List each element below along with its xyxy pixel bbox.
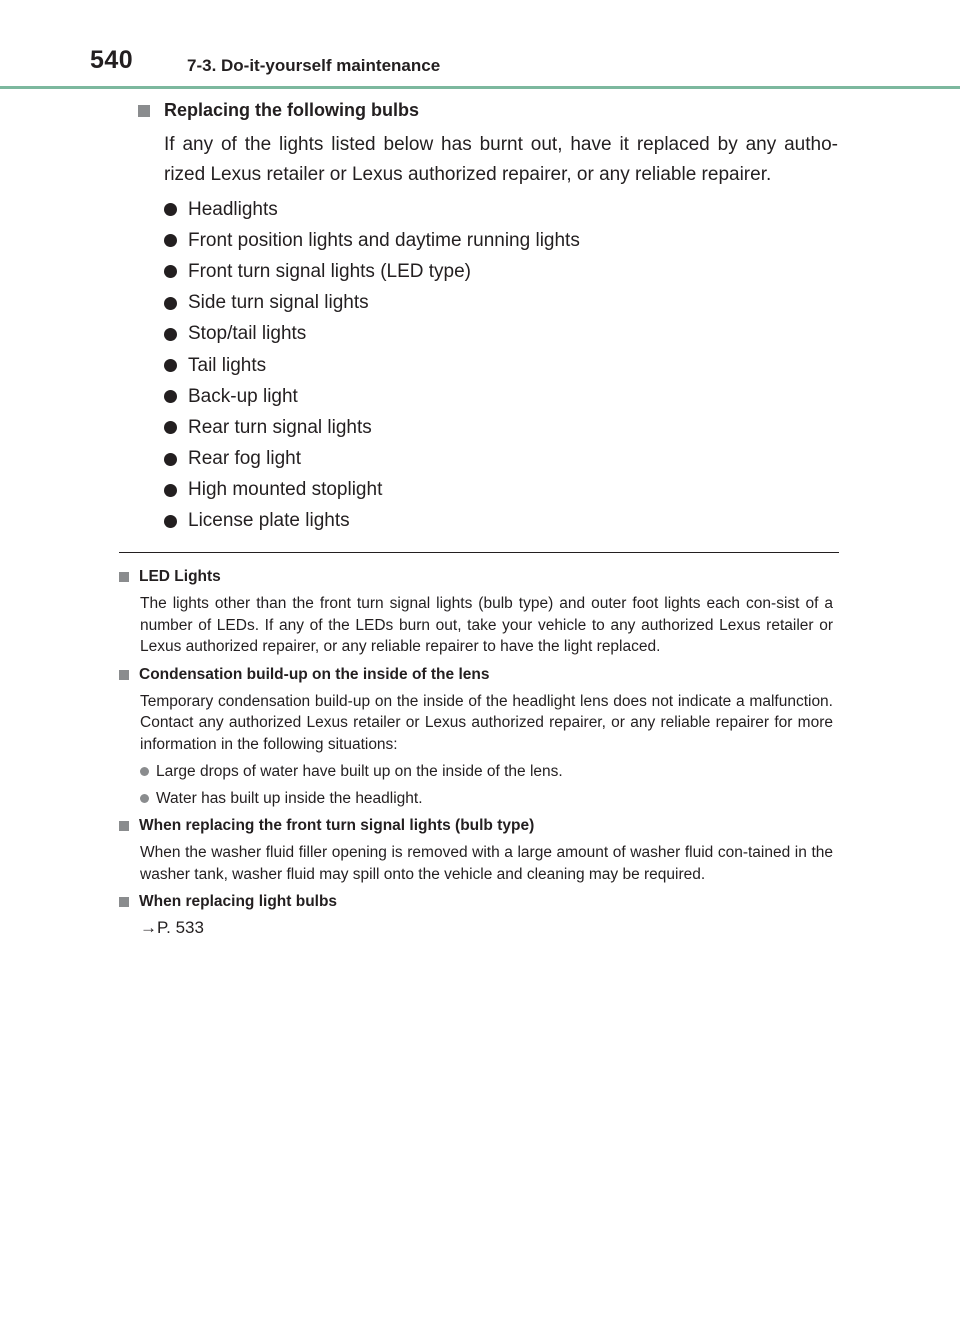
- list-item: [164, 194, 838, 225]
- round-bullet-icon: [164, 203, 177, 216]
- round-bullet-icon: [164, 453, 177, 466]
- note-bullet: [140, 761, 833, 782]
- note-led-lights: [119, 567, 833, 658]
- heading-text: Replacing the following bulbs: [164, 100, 419, 120]
- note-title: [119, 567, 833, 587]
- round-bullet-icon: [164, 390, 177, 403]
- page-header: [0, 0, 960, 92]
- list-item: [164, 475, 838, 506]
- section-divider: [119, 552, 839, 553]
- list-item: [164, 444, 838, 475]
- notes-section: [119, 567, 833, 945]
- list-item-text: Tail lights: [188, 354, 267, 376]
- note-front-turn-signal: [119, 816, 833, 885]
- note-title-text: Condensation build-up on the inside of the lens: [139, 665, 490, 683]
- list-item: [164, 256, 838, 287]
- note-title-text: When replacing the front turn signal lights (bulb type): [139, 817, 535, 834]
- list-item: [164, 288, 838, 319]
- round-bullet-icon: [164, 297, 177, 310]
- list-item-text: Rear fog light: [188, 448, 302, 470]
- section-heading: [138, 100, 838, 121]
- list-item-text: Front position lights and daytime running lights: [188, 229, 580, 251]
- list-item-text: Front turn signal lights (LED type): [188, 260, 472, 282]
- square-bullet-icon: [119, 897, 129, 907]
- list-item-text: Side turn signal lights: [188, 292, 369, 314]
- round-bullet-icon: [140, 767, 149, 776]
- page-reference-link[interactable]: →P. 533: [140, 918, 204, 937]
- list-item-text: Headlights: [188, 198, 278, 220]
- list-item: [164, 381, 838, 412]
- round-bullet-icon: [164, 515, 177, 528]
- note-bullet-text: Large drops of water have built up on the inside of the lens.: [156, 763, 563, 780]
- note-title-text: When replacing light bulbs: [139, 893, 338, 910]
- round-bullet-icon: [164, 421, 177, 434]
- note-title: [119, 892, 833, 912]
- note-title: [119, 816, 833, 836]
- square-bullet-icon: [119, 572, 129, 582]
- note-title: [119, 665, 833, 685]
- list-item: [164, 319, 838, 350]
- note-condensation: [119, 665, 833, 810]
- list-item: [164, 412, 838, 443]
- list-item: [164, 225, 838, 256]
- note-body: The lights other than the front turn signal lights (bulb type) and outer foot lights each con-sist of a number of LEDs. If any of the LEDs burn out, take your vehicle to any authorized Lexus retailer or Lexus authorized repairer, or any reliable repairer to have the light replaced.: [140, 595, 833, 655]
- note-bullet-text: Water has built up inside the headlight.: [156, 790, 423, 807]
- note-body: Temporary condensation build-up on the inside of the headlight lens does not indicate a malfunction. Contact any authorized Lexus retailer or Lexus authorized repairer, or any reliable repairer for more information in the following situations:: [140, 692, 833, 753]
- round-bullet-icon: [164, 328, 177, 341]
- round-bullet-icon: [164, 234, 177, 247]
- round-bullet-icon: [164, 359, 177, 372]
- list-item-text: High mounted stoplight: [188, 479, 383, 501]
- round-bullet-icon: [140, 794, 149, 803]
- round-bullet-icon: [164, 265, 177, 278]
- list-item: [164, 506, 838, 537]
- note-replacing-bulbs: [119, 892, 833, 938]
- square-bullet-icon: [138, 105, 150, 117]
- header-rule: [0, 86, 960, 89]
- square-bullet-icon: [119, 670, 129, 680]
- note-bullet: [140, 788, 833, 809]
- list-item-text: Back-up light: [188, 385, 298, 407]
- intro-paragraph: If any of the lights listed below has burnt out, have it replaced by any autho-rized Lexus retailer or Lexus authorized repairer, or any reliable repairer.: [164, 134, 838, 185]
- note-title-text: LED Lights: [139, 568, 221, 585]
- main-section: [138, 100, 838, 537]
- list-item-text: Stop/tail lights: [188, 323, 307, 345]
- list-item-text: License plate lights: [188, 510, 350, 532]
- list-item: [164, 350, 838, 381]
- note-body: When the washer fluid filler opening is removed with a large amount of washer fluid con-tained in the washer tank, washer fluid may spill onto the vehicle and cleaning may be required.: [140, 844, 833, 883]
- page-number: 540: [90, 46, 134, 74]
- bulb-list: [164, 194, 838, 537]
- square-bullet-icon: [119, 821, 129, 831]
- list-item-text: Rear turn signal lights: [188, 416, 372, 438]
- round-bullet-icon: [164, 484, 177, 497]
- section-title: 7-3. Do-it-yourself maintenance: [187, 56, 441, 75]
